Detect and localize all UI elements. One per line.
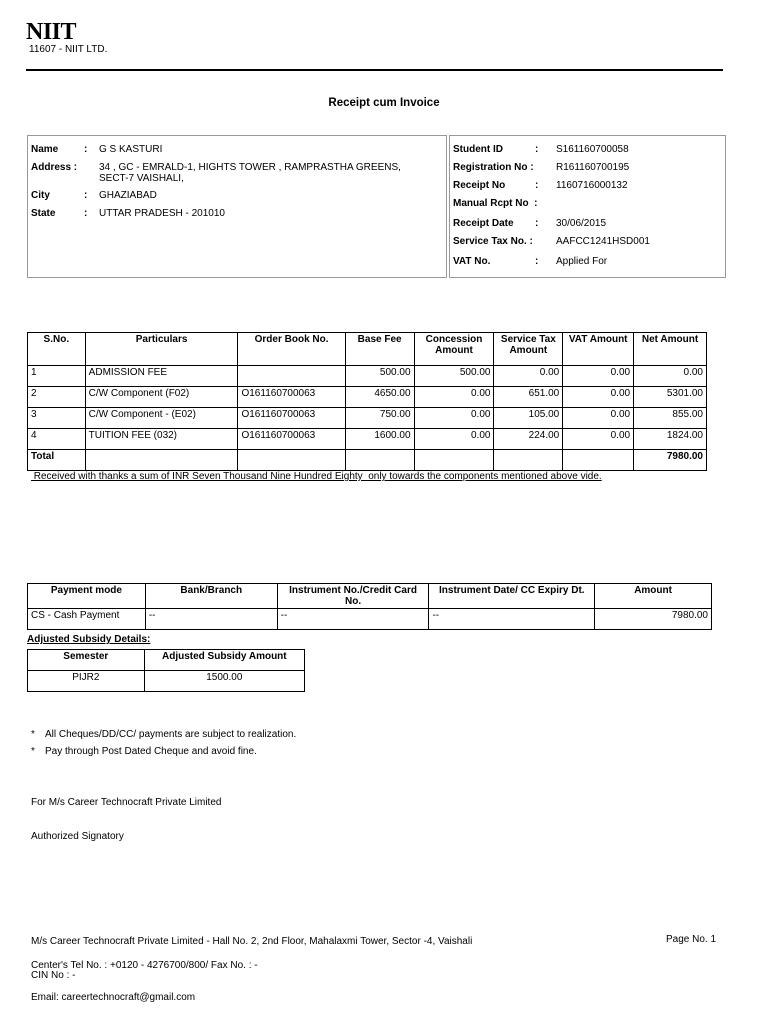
cell: 0.00 [494, 366, 563, 387]
colon: : [535, 144, 539, 155]
manual-rcpt-label: Manual Rcpt No : [453, 198, 538, 209]
receipt-no-value: 1160716000132 [556, 180, 628, 191]
header-divider [26, 69, 723, 71]
state-value: UTTAR PRADESH - 201010 [99, 208, 225, 219]
cell: 0.00 [414, 408, 494, 429]
student-id-value: S161160700058 [556, 144, 629, 155]
table-row [28, 366, 707, 387]
col-header: Net Amount [634, 333, 707, 366]
receipt-date-label: Receipt Date [453, 218, 514, 229]
cell: 5301.00 [634, 387, 707, 408]
address-value-line1: 34 , GC - EMRALD-1, HIGHTS TOWER , RAMPRASTHA GREENS, [99, 162, 401, 173]
cell: CS - Cash Payment [28, 609, 146, 630]
col-header: Bank/Branch [145, 584, 277, 609]
col-header: Concession Amount [414, 333, 494, 366]
niit-logo: NIIT [26, 19, 77, 45]
address-value-line2: SECT-7 VAISHALI, [99, 173, 184, 184]
note-text: Pay through Post Dated Cheque and avoid fine. [45, 746, 257, 757]
student-id-label: Student ID [453, 144, 503, 155]
cell: 500.00 [345, 366, 414, 387]
cell: 500.00 [414, 366, 494, 387]
cell: 0.00 [563, 408, 634, 429]
name-label: Name [31, 144, 59, 155]
student-details-box [27, 135, 447, 278]
col-header: Adjusted Subsidy Amount [144, 650, 304, 671]
total-value: 7980.00 [634, 450, 707, 471]
subsidy-title: Adjusted Subsidy Details: [27, 634, 151, 645]
cell: -- [277, 609, 429, 630]
page-number: Page No. 1 [666, 934, 717, 945]
cell: 2 [28, 387, 86, 408]
cell: -- [429, 609, 595, 630]
cell: 0.00 [414, 387, 494, 408]
document-title: Receipt cum Invoice [328, 97, 440, 109]
col-header: Particulars [85, 333, 238, 366]
colon: : [535, 256, 539, 267]
city-label: City [31, 190, 50, 201]
vat-label: VAT No. [453, 256, 491, 267]
cell: O161160700063 [238, 429, 345, 450]
table-row [28, 429, 707, 450]
subsidy-table [27, 649, 305, 692]
received-statement: Received with thanks a sum of INR Seven Thousand Nine Hundred Eighty only towards the components mentioned above vide. [31, 471, 602, 482]
cell: 7980.00 [595, 609, 712, 630]
for-company: For M/s Career Technocraft Private Limited [31, 797, 222, 808]
payment-table-header [28, 584, 712, 609]
colon: : [84, 208, 88, 219]
total-label: Total [28, 450, 86, 471]
col-header: Order Book No. [238, 333, 345, 366]
col-header: Service Tax Amount [494, 333, 563, 366]
cell [563, 450, 634, 471]
cell: 750.00 [345, 408, 414, 429]
cell: PIJR2 [28, 671, 145, 692]
colon: : [84, 190, 88, 201]
cell: ADMISSION FEE [85, 366, 238, 387]
colon: : [84, 144, 88, 155]
cell [494, 450, 563, 471]
cell: 1824.00 [634, 429, 707, 450]
colon: : [535, 218, 539, 229]
vat-value: Applied For [556, 256, 608, 267]
col-header: S.No. [28, 333, 86, 366]
table-row [28, 408, 707, 429]
cell: O161160700063 [238, 408, 345, 429]
service-tax-value: AAFCC1241HSD001 [556, 236, 650, 247]
service-tax-label: Service Tax No. : [453, 236, 533, 247]
col-header: Instrument No./Credit Card No. [277, 584, 429, 609]
registration-value: R161160700195 [556, 162, 630, 173]
table-row [28, 387, 707, 408]
cell: 3 [28, 408, 86, 429]
col-header: VAT Amount [563, 333, 634, 366]
col-header: Payment mode [28, 584, 146, 609]
bullet-mark: * [31, 746, 35, 757]
col-header: Base Fee [345, 333, 414, 366]
cell: 855.00 [634, 408, 707, 429]
cell: 0.00 [414, 429, 494, 450]
cell: 0.00 [563, 387, 634, 408]
fee-table-header [28, 333, 707, 366]
colon: : [535, 180, 539, 191]
city-value: GHAZIABAD [99, 190, 157, 201]
cell [345, 450, 414, 471]
cell: -- [145, 609, 277, 630]
cell: TUITION FEE (032) [85, 429, 238, 450]
cell [238, 450, 345, 471]
name-value: G S KASTURI [99, 144, 163, 155]
footer-tel: Center's Tel No. : +0120 - 4276700/800/ Fax No. : - [31, 960, 258, 971]
note-item [31, 746, 257, 757]
company-code: 11607 - NIIT LTD. [29, 44, 108, 55]
fee-table [27, 332, 707, 471]
receipt-no-label: Receipt No [453, 180, 506, 191]
footer-email: Email: careertechnocraft@gmail.com [31, 992, 196, 1003]
address-label: Address : [31, 162, 78, 173]
note-text: All Cheques/DD/CC/ payments are subject to realization. [45, 729, 297, 740]
cell [238, 366, 345, 387]
cell [414, 450, 494, 471]
note-item [31, 729, 296, 740]
cell: 4650.00 [345, 387, 414, 408]
cell [85, 450, 238, 471]
cell: 1600.00 [345, 429, 414, 450]
cell: 105.00 [494, 408, 563, 429]
col-header: Amount [595, 584, 712, 609]
cell: 1500.00 [144, 671, 304, 692]
subsidy-table-header [28, 650, 305, 671]
receipt-date-value: 30/06/2015 [556, 218, 607, 229]
cell: 651.00 [494, 387, 563, 408]
cell: 0.00 [634, 366, 707, 387]
bullet-mark: * [31, 729, 35, 740]
table-row [28, 609, 712, 630]
cell: C/W Component - (E02) [85, 408, 238, 429]
state-label: State [31, 208, 56, 219]
cell: 0.00 [563, 429, 634, 450]
cell: 4 [28, 429, 86, 450]
col-header: Instrument Date/ CC Expiry Dt. [429, 584, 595, 609]
footer-cin: CIN No : - [31, 970, 76, 981]
footer-address: M/s Career Technocraft Private Limited - Hall No. 2, 2nd Floor, Mahalaxmi Tower, Sector -4, Vaishali [31, 936, 473, 947]
receipt-details-box [449, 135, 726, 278]
table-row [28, 671, 305, 692]
cell: 224.00 [494, 429, 563, 450]
col-header: Semester [28, 650, 145, 671]
authorized-signatory: Authorized Signatory [31, 831, 124, 842]
cell: C/W Component (F02) [85, 387, 238, 408]
payment-table [27, 583, 712, 630]
cell: 1 [28, 366, 86, 387]
cell: O161160700063 [238, 387, 345, 408]
cell: 0.00 [563, 366, 634, 387]
registration-label: Registration No : [453, 162, 534, 173]
total-row [28, 450, 707, 471]
